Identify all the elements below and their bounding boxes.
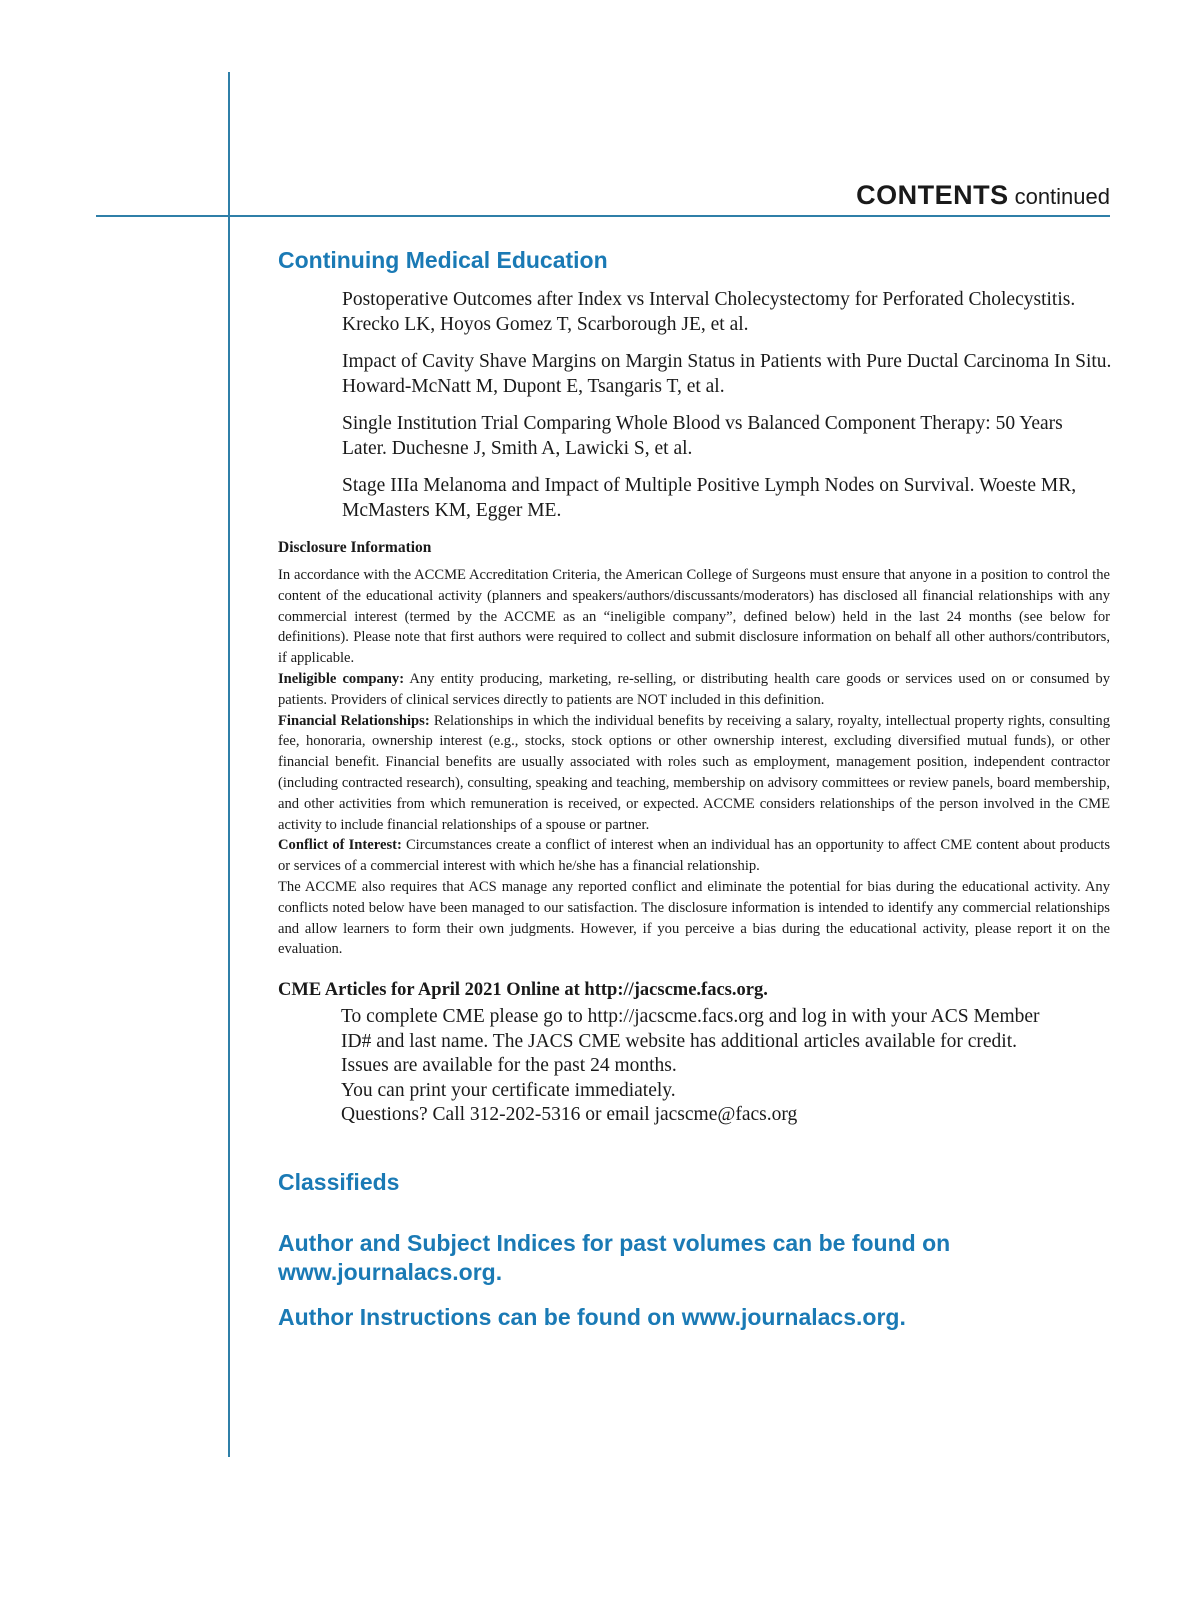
financial-relationships-text: Relationships in which the individual benefits by receiving a salary, royalty, intellectual property rights, consulting fee, honoraria, ownership interest (e.g., stocks, stock options or other ownership interest, excluding diversified mutual funds), or other financial benefit. Financial benefits are usually associated with roles such as employment, management position, independent contractor (including contracted research), consulting, speaking and teaching, membership on advisory committees or review panels, board membership, and other activities from which remuneration is received, or expected. ACCME considers relationships of the person involved in the CME activity to include financial relationships of a spouse or partner. [278, 712, 1110, 833]
ineligible-company-label: Ineligible company: [278, 670, 405, 687]
financial-relationships-definition [278, 711, 1110, 836]
classifieds-heading[interactable]: Classifieds [278, 1168, 400, 1195]
disclosure-title: Disclosure Information [278, 539, 432, 556]
article-entry[interactable]: Single Institution Trial Comparing Whole Blood vs Balanced Component Therapy: 50 Years Later. Duchesne J, Smith A, Lawicki S, et al. [342, 413, 1063, 459]
ineligible-company-definition [278, 669, 1110, 711]
cme-instruction-line: Issues are available for the past 24 months. [341, 1055, 677, 1077]
running-head [856, 180, 1110, 211]
article-entry[interactable]: Postoperative Outcomes after Index vs Interval Cholecystectomy for Perforated Cholecystitis. Krecko LK, Hoyos Gomez T, Scarborough JE, et al. [342, 289, 1076, 335]
conflict-of-interest-label: Conflict of Interest: [278, 837, 402, 854]
contents-body [278, 246, 1110, 1332]
disclosure-block [278, 539, 1110, 960]
running-head-subtitle: continued [1014, 184, 1110, 209]
horizontal-rule [96, 215, 1110, 217]
ineligible-company-text: Any entity producing, marketing, re-selling, or distributing health care goods or services used on or consumed by patients. Providers of clinical services directly to patients are NOT included in this definition. [278, 670, 1110, 708]
disclosure-closing: The ACCME also requires that ACS manage any reported conflict and eliminate the potential for bias during the educational activity. Any conflicts noted below have been managed to our satisfaction. The disclosure information is intended to identify any commercial relationships and allow learners to form their own judgments. However, if you perceive a bias during the educational activity, please report it on the evaluation. [278, 878, 1110, 958]
disclosure-intro: In accordance with the ACCME Accreditation Criteria, the American College of Surgeons must ensure that anyone in a position to control the content of the educational activity (planners and speakers/authors/discussants/moderators) has disclosed all financial relationships with any commercial interest (termed by the ACCME as an “ineligible company”, defined below) held in the last 24 months (see below for definitions). Please note that first authors were required to collect and submit disclosure information on behalf all other authors/contributors, if applicable. [278, 567, 1110, 667]
cme-instruction-line: To complete CME please go to http://jacscme.facs.org and log in with your ACS Member [341, 1006, 1040, 1028]
cme-instruction-line: ID# and last name. The JACS CME website has additional articles available for credit. [341, 1030, 1017, 1052]
financial-relationships-label: Financial Relationships: [278, 712, 430, 729]
cme-online-instructions [341, 1005, 1110, 1128]
cme-section-heading: Continuing Medical Education [278, 247, 608, 273]
vertical-rule [228, 72, 230, 1457]
cme-article-list [342, 287, 1110, 523]
conflict-of-interest-text: Circumstances create a conflict of interest when an individual has an opportunity to affect CME content about products or services of a commercial interest with which he/she has a financial relationship. [278, 837, 1110, 875]
indices-heading[interactable] [278, 1229, 1110, 1287]
cme-instruction-line: You can print your certificate immediately. [341, 1079, 676, 1101]
article-entry[interactable]: Impact of Cavity Shave Margins on Margin Status in Patients with Pure Ductal Carcinoma In Situ. Howard-McNatt M, Dupont E, Tsangaris T, et al. [342, 351, 1112, 397]
conflict-of-interest-definition [278, 835, 1110, 877]
indices-line-2: www.journalacs.org. [278, 1258, 503, 1285]
article-entry[interactable]: Stage IIIa Melanoma and Impact of Multiple Positive Lymph Nodes on Survival. Woeste MR, McMasters KM, Egger ME. [342, 475, 1077, 521]
indices-line-1: Author and Subject Indices for past volumes can be found on [278, 1229, 951, 1256]
cme-instruction-line: Questions? Call 312-202-5316 or email jacscme@facs.org [341, 1104, 798, 1126]
cme-online-heading: CME Articles for April 2021 Online at http://jacscme.facs.org. [278, 980, 768, 1001]
running-head-title: CONTENTS [856, 180, 1009, 210]
author-instructions-heading[interactable]: Author Instructions can be found on www.journalacs.org. [278, 1303, 906, 1330]
